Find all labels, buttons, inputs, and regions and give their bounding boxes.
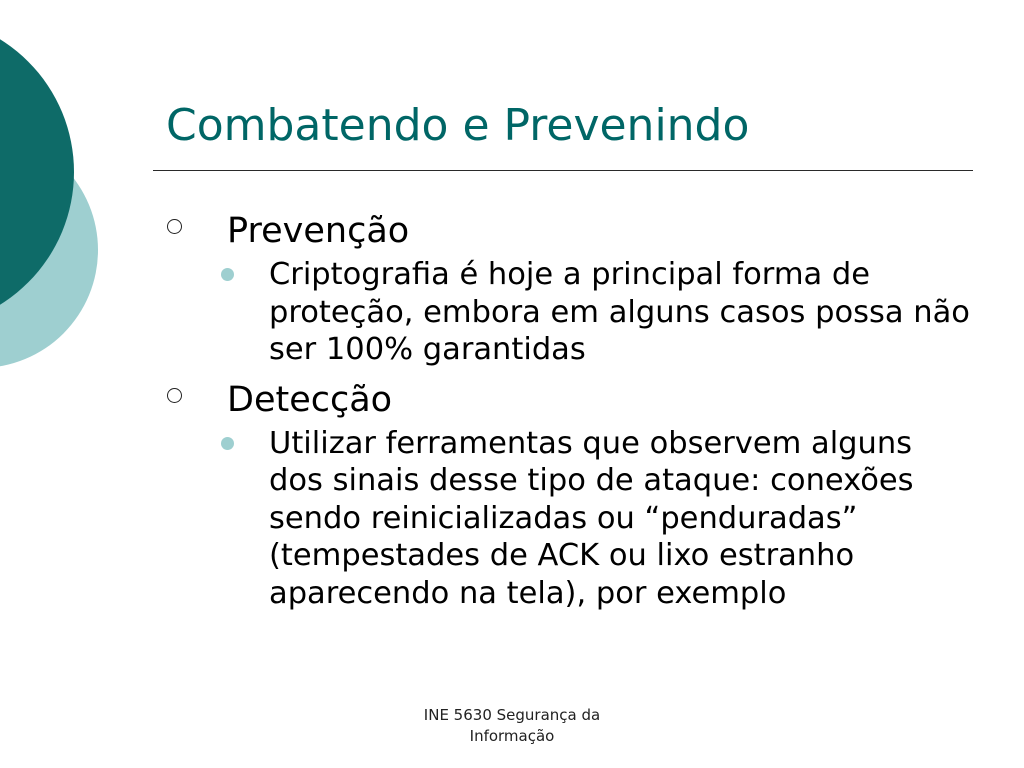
bullet-heading: Detecção xyxy=(227,379,393,420)
sub-bullet-text: Utilizar ferramentas que observem alguns dos sinais desse tipo de ataque: conexões sendo reinicializadas ou “penduradas” (tempestades de ACK ou lixo estranho aparecendo na tela), por exemplo xyxy=(269,425,914,611)
bullet-deteccao xyxy=(160,375,980,613)
decorative-circles xyxy=(0,0,110,410)
hollow-circle-bullet-icon xyxy=(167,388,182,403)
slide-title: Combatendo e Prevenindo xyxy=(166,100,750,151)
hollow-circle-bullet-icon xyxy=(167,219,182,234)
bullet-prevencao xyxy=(160,206,980,369)
bullet-heading: Prevenção xyxy=(227,211,410,251)
title-divider xyxy=(153,170,973,171)
slide-footer: INE 5630 Segurança da Informação xyxy=(423,706,601,745)
sub-bullet-criptografia xyxy=(160,256,980,369)
sub-bullet-text: Criptografia é hoje a principal forma de proteção, embora em alguns casos possa não ser 100% garantidas xyxy=(269,257,970,367)
dot-bullet-icon xyxy=(221,268,234,281)
slide-content xyxy=(160,206,980,612)
dot-bullet-icon xyxy=(221,437,234,450)
sub-bullet-ferramentas xyxy=(160,425,980,613)
